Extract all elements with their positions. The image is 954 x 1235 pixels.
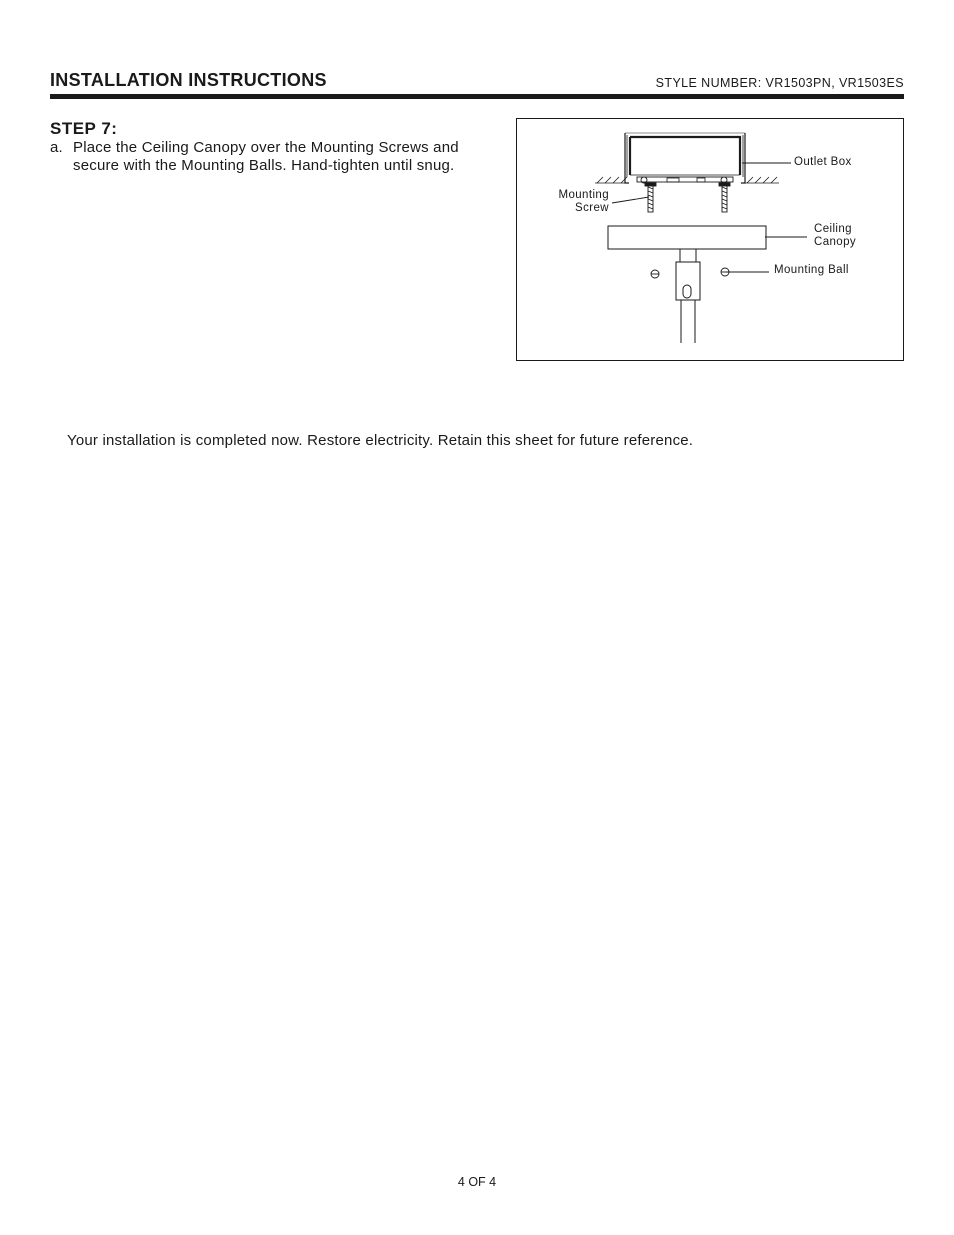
completion-note: Your installation is completed now. Restore electricity. Retain this sheet for future reference. [67,432,694,449]
mounting-screws [645,183,730,212]
page-number: 4 OF 4 [457,1175,497,1189]
label-mounting-screw-line1: Mounting [558,189,609,201]
header-title: INSTALLATION INSTRUCTIONS [50,70,327,90]
label-mounting-screw [537,189,609,215]
outlet-box-shape [625,133,745,183]
ceiling-canopy-shape [608,226,766,249]
label-outlet-box: Outlet Box [794,156,852,168]
step-marker: a. [50,139,63,156]
label-ceiling-canopy-line2: Canopy [814,236,857,248]
header-divider [50,94,904,99]
step-instruction [50,139,490,175]
style-number: STYLE NUMBER: VR1503PN, VR1503ES [655,76,904,90]
step-heading: STEP 7: [50,119,118,138]
step-instruction-text: Place the Ceiling Canopy over the Mounting Screws and secure with the Mounting Balls. Hand-tighten until snug. [73,139,459,174]
installation-diagram [516,118,904,361]
label-ceiling-canopy [814,223,856,249]
label-ceiling-canopy-line1: Ceiling [814,223,852,235]
fixture-stem [676,249,700,343]
mounting-balls [651,268,729,278]
label-mounting-ball: Mounting Ball [774,264,849,276]
label-mounting-screw-line2: Screw [575,202,609,214]
